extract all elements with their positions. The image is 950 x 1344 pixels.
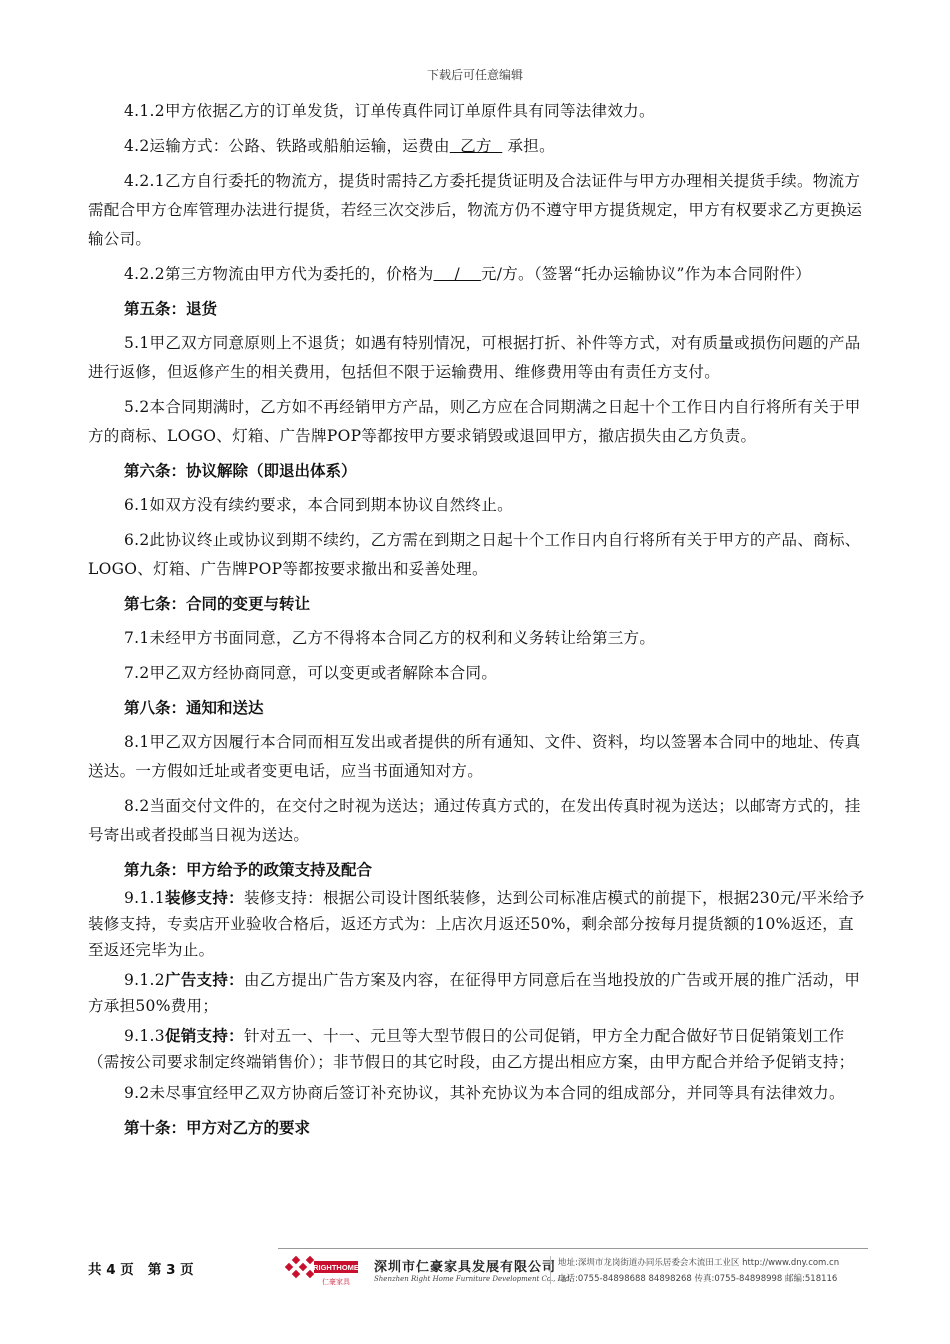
page-footer [88,1248,868,1298]
clause-9-1-1-text: 装修支持：根据公司设计图纸装修，达到公司标准店模式的前提下，根据230元/平米给予装修支持，专卖店开业验收合格后，返还方式为：上店次月返还50%，剩余部分按每月提货额的10%返还，直至返还完毕为止。 [88,889,865,959]
clause-9-1-2-num: 9.1.2 [124,971,165,989]
company-contact: 电话:0755-84898688 84898268 传真:0755-84898998 邮编:518116 [558,1274,838,1284]
clause-5-1: 5.1甲乙双方同意原则上不退货；如遇有特别情况，可根据打折、补件等方式，对有质量或损伤问题的产品进行返修，但返修产生的相关费用，包括但不限于运输费用、维修费用等由有责任方支付。 [88,334,861,381]
logo-text: RIGHTHOME [313,1263,359,1272]
company-name-en: Shenzhen Right Home Furniture Development Co., Ltd. [374,1275,572,1283]
clause-4-2-2 [88,260,868,289]
clause-4-2-2-text: 4.2.2第三方物流由甲方代为委托的，价格为 [124,265,434,283]
clause-8-1: 8.1甲乙双方因履行本合同而相互发出或者提供的所有通知、文件、资料，均以签署本合同中的地址、传真送达。一方假如迁址或者变更电话，应当书面通知对方。 [88,733,861,780]
footer-separator [550,1256,551,1284]
clause-4-2-fill: 乙方 [449,137,503,155]
clause-4-2-1: 4.2.1乙方自行委托的物流方，提货时需持乙方委托提货证明及合法证件与甲方办理相关提货手续。物流方需配合甲方仓库管理办法进行提货，若经三次交涉后，物流方仍不遵守甲方提货规定，甲方有权要求乙方更换运输公司。 [88,172,863,248]
clause-9-1-3-text: 针对五一、十一、元旦等大型节假日的公司促销，甲方全力配合做好节日促销策划工作（需按公司要求制定终端销售价）；非节假日的其它时段，由乙方提出相应方案，由甲方配合并给予促销支持； [88,1027,855,1071]
logo-mark-icon [284,1254,360,1288]
company-address: 地址:深圳市龙岗街道办同乐居委会木流田工业区 http://www.dny.com.cn [558,1258,840,1268]
company-logo [284,1254,360,1288]
clause-9-1-1-label: 装修支持： [164,889,244,907]
page-info: 共 4 页 第 3 页 [88,1262,194,1278]
clause-6-1: 6.1如双方没有续约要求，本合同到期本协议自然终止。 [124,496,513,514]
footer-divider [278,1248,868,1249]
clause-5-2: 5.2本合同期满时，乙方如不再经销甲方产品，则乙方应在合同期满之日起十个工作日内自行将所有关于甲方的商标、LOGO、灯箱、广告牌POP等都按甲方要求销毁或退回甲方，撤店损失由乙方负责。 [88,398,861,445]
clause-9-1-2-text: 由乙方提出广告方案及内容，在征得甲方同意后在当地投放的广告或开展的推广活动，甲方承担50%费用； [88,971,861,1015]
clause-4-2-2-fill: / [433,265,481,283]
clause-8-2: 8.2当面交付文件的，在交付之时视为送达；通过传真方式的，在发出传真时视为送达；以邮寄方式的，挂号寄出或者投邮当日视为送达。 [88,797,861,844]
heading-article-9: 第九条：甲方给予的政策支持及配合 [124,861,373,879]
logo-subtext: 仁豪家具 [322,1278,350,1286]
clause-4-2-tail: 承担。 [502,137,555,155]
clause-9-1-3-label: 促销支持： [164,1027,244,1045]
clause-9-1-1-num: 9.1.1 [124,889,165,907]
clause-9-1-3-num: 9.1.3 [124,1027,165,1045]
clause-7-1: 7.1未经甲方书面同意，乙方不得将本合同乙方的权利和义务转让给第三方。 [124,629,656,647]
heading-article-6: 第六条：协议解除（即退出体系） [124,462,357,480]
clause-4-1-2: 4.1.2甲方依据乙方的订单发货，订单传真件同订单原件具有同等法律效力。 [124,102,655,120]
heading-article-8: 第八条：通知和送达 [124,699,264,717]
document-body [88,97,868,1148]
clause-4-2 [88,132,868,161]
clause-9-1-3 [88,1023,868,1075]
header-note: 下载后可任意编辑 [426,68,523,82]
heading-article-7: 第七条：合同的变更与转让 [124,595,311,613]
heading-article-10: 第十条：甲方对乙方的要求 [124,1119,311,1137]
clause-9-2: 9.2未尽事宜经甲乙双方协商后签订补充协议，其补充协议为本合同的组成部分，并同等具有法律效力。 [124,1084,845,1102]
company-name-cn: 深圳市仁豪家具发展有限公司 [374,1260,557,1275]
clause-7-2: 7.2甲乙双方经协商同意，可以变更或者解除本合同。 [124,664,498,682]
clause-9-1-1 [88,885,868,963]
clause-9-1-2 [88,967,868,1019]
clause-4-2-text: 4.2运输方式：公路、铁路或船舶运输，运费由 [124,137,450,155]
clause-9-1-2-label: 广告支持： [164,971,244,989]
clause-6-2: 6.2此协议终止或协议到期不续约，乙方需在到期之日起十个工作日内自行将所有关于甲方的产品、商标、LOGO、灯箱、广告牌POP等都按要求撤出和妥善处理。 [88,531,861,578]
heading-article-5: 第五条：退货 [124,300,218,318]
clause-4-2-2-tail: 元/方。（签署“托办运输协议”作为本合同附件） [480,265,812,283]
